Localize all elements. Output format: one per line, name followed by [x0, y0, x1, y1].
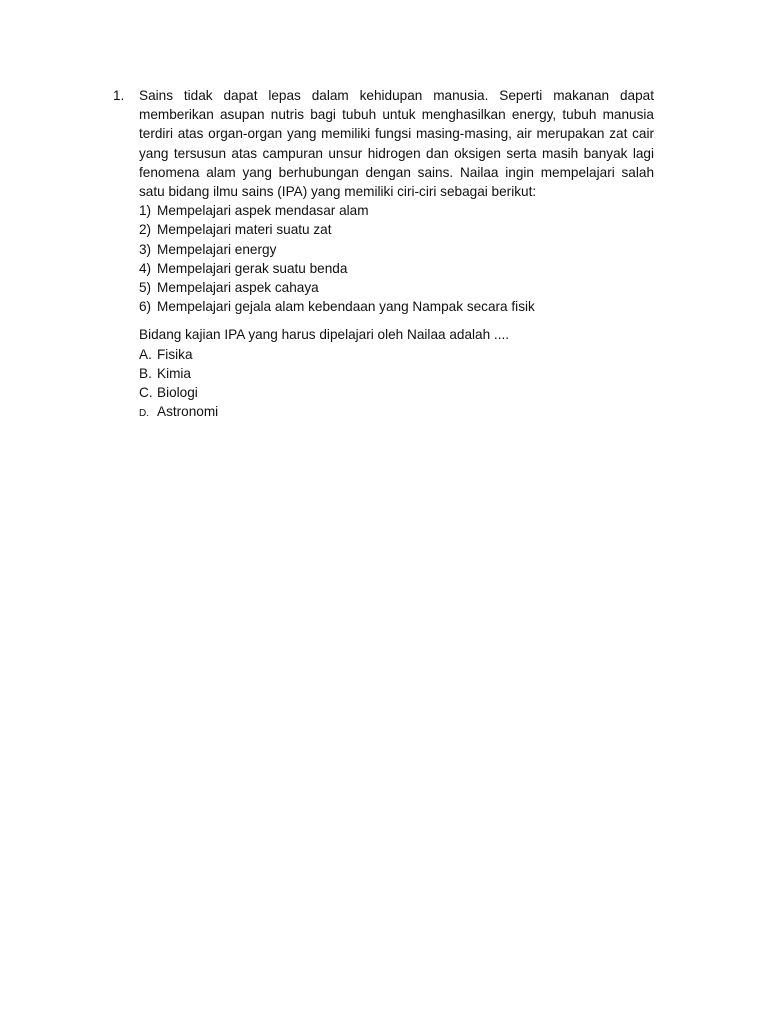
option-marker: D.	[139, 408, 149, 420]
option-text: Kimia	[157, 365, 191, 381]
option-text: Fisika	[157, 346, 193, 362]
list-item-text: Mempelajari aspek cahaya	[157, 280, 319, 296]
list-item-text: Mempelajari energy	[157, 241, 277, 257]
list-item-text: Mempelajari gerak suatu benda	[157, 260, 348, 276]
question-prompt: Bidang kajian IPA yang harus dipelajari oleh Nailaa adalah ....	[139, 327, 510, 343]
answer-options	[139, 345, 654, 424]
list-item-marker: 1)	[139, 203, 152, 219]
list-item-marker: 4)	[139, 260, 152, 276]
list-item	[139, 240, 654, 259]
answer-option-c	[139, 383, 654, 402]
list-item-text: Mempelajari materi suatu zat	[157, 222, 332, 238]
list-item	[139, 201, 654, 220]
answer-option-d	[139, 402, 654, 423]
question-text: Sains tidak dapat lepas dalam kehidupan manusia. Seperti makanan dapat memberikan asupan nutris bagi tubuh untuk menghasilkan energy, tubuh manusia terdiri atas organ-organ yang memiliki fungsi masing-masing, air merupakan zat cair yang tersusun atas campuran unsur hidrogen dan oksigen serta masih banyak lagi fenomena alam yang berhubungan dengan sains. Nailaa ingin mempelajari salah satu bidang ilmu sains (IPA) yang memiliki ciri-ciri sebagai berikut:	[139, 88, 654, 200]
list-item-marker: 5)	[139, 280, 152, 296]
list-item	[139, 259, 654, 278]
list-item-marker: 2)	[139, 222, 152, 238]
question-1	[113, 86, 658, 423]
list-item	[139, 297, 654, 316]
list-item-text: Mempelajari gejala alam kebendaan yang Nampak secara fisik	[157, 299, 535, 315]
characteristics-list	[139, 201, 654, 316]
option-marker: B.	[139, 365, 152, 381]
answer-option-b	[139, 364, 654, 383]
list-item-text: Mempelajari aspek mendasar alam	[157, 203, 369, 219]
option-text: Biologi	[157, 385, 198, 401]
question-body	[139, 86, 654, 423]
answer-option-a	[139, 345, 654, 364]
option-marker: A.	[139, 346, 152, 362]
list-item-marker: 3)	[139, 241, 152, 257]
list-item	[139, 278, 654, 297]
list-item-marker: 6)	[139, 299, 152, 315]
question-number: 1.	[113, 88, 125, 103]
list-item	[139, 220, 654, 239]
option-marker: C.	[139, 385, 153, 401]
option-text: Astronomi	[157, 404, 219, 420]
